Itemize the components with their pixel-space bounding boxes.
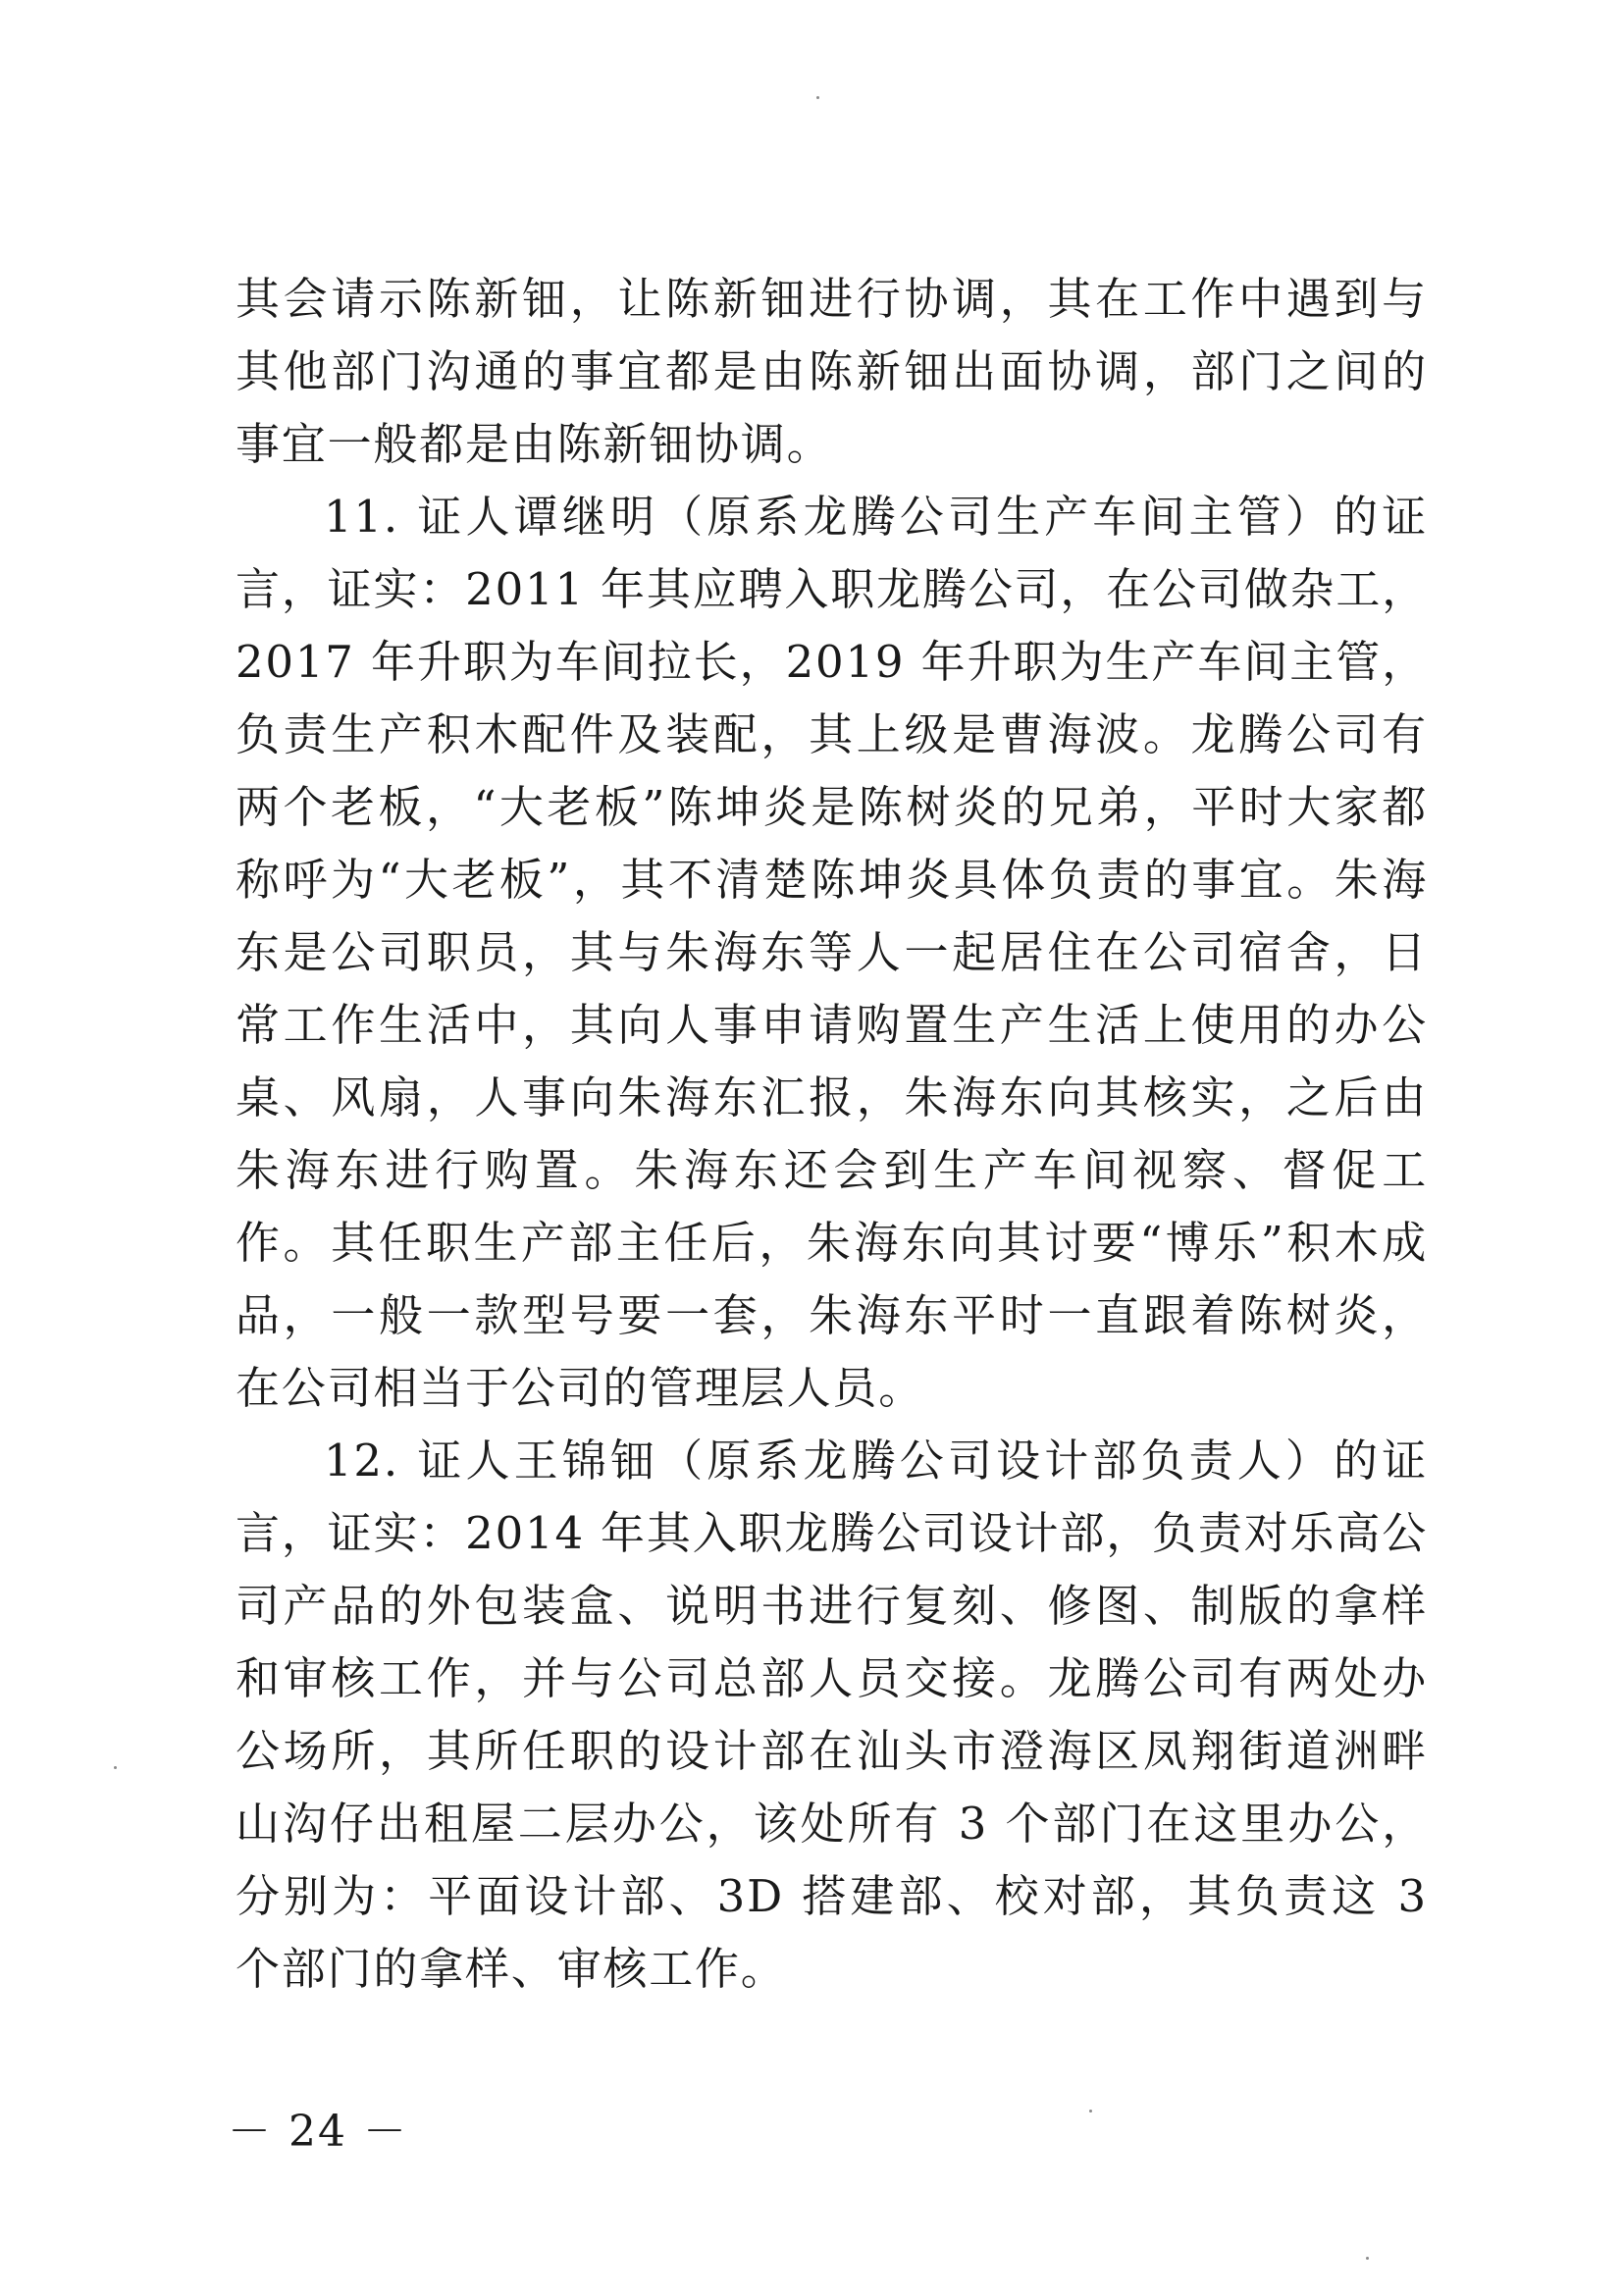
scan-speck	[816, 96, 819, 99]
body-text	[236, 263, 1428, 2006]
page-number: － 24 －	[228, 2107, 408, 2157]
paragraph-witness-12: 12. 证人王锦钿（原系龙腾公司设计部负责人）的证言，证实：2014 年其入职龙腾公司设计部，负责对乐高公司产品的外包装盒、说明书进行复刻、修图、制版的拿样和审核工作，并与公司总部人员交接。龙腾公司有两处办公场所，其所任职的设计部在汕头市澄海区凤翔街道洲畔山沟仔出租屋二层办公，该处所有 3 个部门在这里办公，分别为：平面设计部、3D 搭建部、校对部，其负责这 3 个部门的拿样、审核工作。	[236, 1435, 1428, 1995]
paragraph-continuation: 其会请示陈新钿，让陈新钿进行协调，其在工作中遇到与其他部门沟通的事宜都是由陈新钿出面协调，部门之间的事宜一般都是由陈新钿协调。	[236, 273, 1428, 470]
scan-speck	[1366, 2257, 1369, 2260]
scan-speck	[114, 1766, 117, 1769]
scan-speck	[1089, 2110, 1092, 2113]
paragraph-witness-11: 11. 证人谭继明（原系龙腾公司生产车间主管）的证言，证实：2011 年其应聘入职龙腾公司，在公司做杂工，2017 年升职为车间拉长，2019 年升职为生产车间主管，负责生产积木配件及装配，其上级是曹海波。龙腾公司有两个老板，“大老板”陈坤炎是陈树炎的兄弟，平时大家都称呼为“大老板”，其不清楚陈坤炎具体负责的事宜。朱海东是公司职员，其与朱海东等人一起居住在公司宿舍，日常工作生活中，其向人事申请购置生产生活上使用的办公桌、风扇，人事向朱海东汇报，朱海东向其核实，之后由朱海东进行购置。朱海东还会到生产车间视察、督促工作。其任职生产部主任后，朱海东向其讨要“博乐”积木成品，一般一款型号要一套，朱海东平时一直跟着陈树炎，在公司相当于公司的管理层人员。	[236, 491, 1428, 1414]
